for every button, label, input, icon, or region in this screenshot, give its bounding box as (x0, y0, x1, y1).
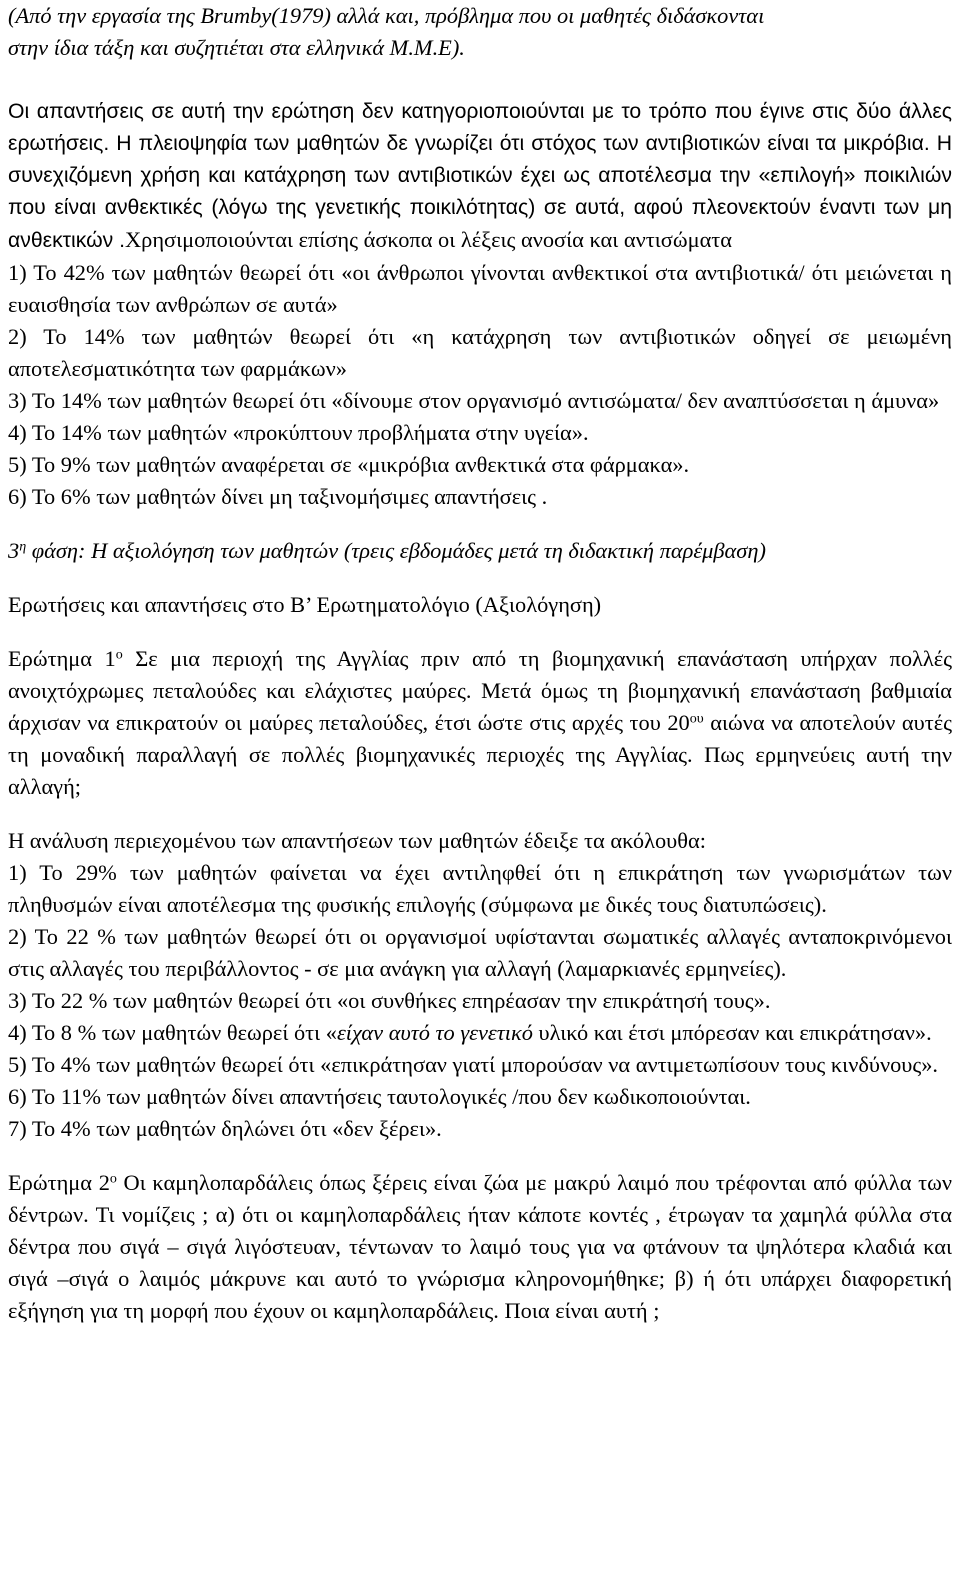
phase-superscript: η (19, 539, 27, 555)
question-2-text: Οι καμηλοπαρδάλεις όπως ξέρεις είναι ζώα με μακρύ λαιμό που τρέφονται από φύλλα των δέντρων. Τι νομίζεις ; α) ότι οι καμηλοπαρδάλεις ήταν κάποτε κοντές , έτρωγαν τα χαμηλά φύλλα στα δέντρα που σιγά – σιγά λιγόστευαν, τέντωναν το λαιμό τους για να φτάνουν τα ψηλότερα κλαδιά και σιγά –σιγά ο λαιμός μάκρυνε και αυτό το γνώρισμα κληρονομήθηκε; β) ή ότι υπάρχει διαφορετική εξήγηση για τη μορφή που έχουν οι καμηλοπαρδάλεις. Ποια είναι αυτή ; (8, 1170, 952, 1323)
list-item-italic: είχαν αυτό το γενετικό (336, 1020, 533, 1045)
antibiotics-paragraph (8, 96, 952, 257)
list-item: 1) Το 42% των μαθητών θεωρεί ότι «οι άνθρωποι γίνονται ανθεκτικοί στα αντιβιοτικά/ ότι μειώνεται η ευαισθησία των ανθρώπων σε αυτά» (8, 260, 952, 317)
list-item: 4) Το 14% των μαθητών «προκύπτουν προβλήματα στην υγεία». (8, 420, 589, 445)
list-item: 7) Το 4% των μαθητών δηλώνει ότι «δεν ξέρει». (8, 1116, 442, 1141)
phase-text: φάση: Η αξιολόγηση των μαθητών (τρεις εβδομάδες μετά τη διδακτική παρέμβαση) (26, 538, 766, 563)
list-item-text-end: υλικό και έτσι μπόρεσαν και επικράτησαν». (532, 1020, 932, 1045)
paragraph-text: Οι απαντήσεις σε αυτή την ερώτηση δεν κατηγοριοποιούνται με το τρόπο που έγινε στις δύο άλλες ερωτήσεις. Η πλειοψηφία των μαθητών δε γνωρίζει ότι στόχος των αντιβιοτικών είναι τα μικρόβια. Η συνεχιζόμενη χρήση και κατάχρηση των αντιβιοτικών έχει ως αποτέλεσμα την «επιλογή» ποικιλιών που είναι ανθεκτικές (λόγω της γενετικής ποικιλότητας) σε αυτά, αφού πλεονεκτούν έναντι των μη ανθεκτικών . (8, 100, 952, 252)
intro-note (8, 0, 952, 64)
list-item: 2) Το 22 % των μαθητών θεωρεί ότι οι οργανισμοί υφίστανται σωματικές αλλαγές ανταποκρινόμενοι στις αλλαγές του περιβάλλοντος - σε μια ανάγκη για αλλαγή (λαμαρκιανές ερμηνείες). (8, 924, 952, 981)
phase-heading (8, 535, 952, 567)
butterfly-results-list (8, 857, 952, 1145)
question-2-superscript: ο (109, 1171, 117, 1187)
list-item: 2) Το 14% των μαθητών θεωρεί ότι «η κατάχρηση των αντιβιοτικών οδηγεί σε μειωμένη αποτελεσματικότητα των φαρμάκων» (8, 324, 952, 381)
paragraph-text-serif: Χρησιμοποιούνται επίσης άσκοπα οι λέξεις ανοσία και αντισώματα (125, 227, 733, 252)
list-item: 6) Το 6% των μαθητών δίνει μη ταξινομήσιμες απαντήσεις . (8, 484, 548, 509)
question-2 (8, 1167, 952, 1327)
list-item-text: 4) Το 8 % των μαθητών θεωρεί ότι « (8, 1020, 337, 1045)
list-item: 6) Το 11% των μαθητών δίνει απαντήσεις ταυτολογικές /που δεν κωδικοποιούνται. (8, 1084, 751, 1109)
intro-line-1: (Από την εργασία της Brumby(1979) αλλά και, πρόβλημα που οι μαθητές διδάσκονται (8, 3, 765, 28)
list-item: 5) Το 9% των μαθητών αναφέρεται σε «μικρόβια ανθεκτικά στα φάρμακα». (8, 452, 690, 477)
question-1-text-end: αιώνα να αποτελούν αυτές τη μοναδική παραλλαγή σε πολλές βιομηχανικές περιοχές της Αγγλίας. Πως ερμηνεύεις αυτή την αλλαγή; (8, 710, 952, 799)
question-1-superscript: ο (115, 647, 123, 663)
antibiotics-results-list (8, 257, 952, 513)
list-item: 3) Το 22 % των μαθητών θεωρεί ότι «οι συνθήκες επηρέασαν την επικράτησή τους». (8, 988, 771, 1013)
question-2-label: Ερώτημα 2 (8, 1170, 110, 1195)
question-1-text: Σε μια περιοχή της Αγγλίας πριν από τη βιομηχανική επανάσταση υπήρχαν πολλές ανοιχτόχρωμες πεταλούδες και ελάχιστες μαύρες. Μετά όμως τη βιομηχανική επανάσταση βαθμιαία άρχισαν να επικρατούν οι μαύρες πεταλούδες, έτσι ώστε στις αρχές του 20 (8, 646, 952, 735)
intro-line-2: στην ίδια τάξη και συζητιέται στα ελληνικά Μ.Μ.Ε). (8, 35, 465, 60)
list-item: 5) Το 4% των μαθητών θεωρεί ότι «επικράτησαν γιατί μπορούσαν να αντιμετωπίσουν τους κινδύνους». (8, 1052, 939, 1077)
list-item (8, 1017, 952, 1049)
question-1-label: Ερώτημα 1 (8, 646, 116, 671)
century-superscript: ου (689, 711, 704, 727)
section-title: Ερωτήσεις και απαντήσεις στο Β’ Ερωτηματολόγιο (Αξιολόγηση) (8, 592, 602, 617)
list-item: 1) Το 29% των μαθητών φαίνεται να έχει αντιληφθεί ότι η επικράτηση των γνωρισμάτων των πληθυσμών είναι αποτέλεσμα της φυσικής επιλογής (σύμφωνα με δικές τους διατυπώσεις). (8, 860, 952, 917)
question-1 (8, 643, 952, 803)
analysis-intro: Η ανάλυση περιεχομένου των απαντήσεων των μαθητών έδειξε τα ακόλουθα: (8, 828, 706, 853)
list-item: 3) Το 14% των μαθητών θεωρεί ότι «δίνουμε στον οργανισμό αντισώματα/ δεν αναπτύσσεται η άμυνα» (8, 388, 940, 413)
phase-number: 3 (8, 538, 20, 563)
